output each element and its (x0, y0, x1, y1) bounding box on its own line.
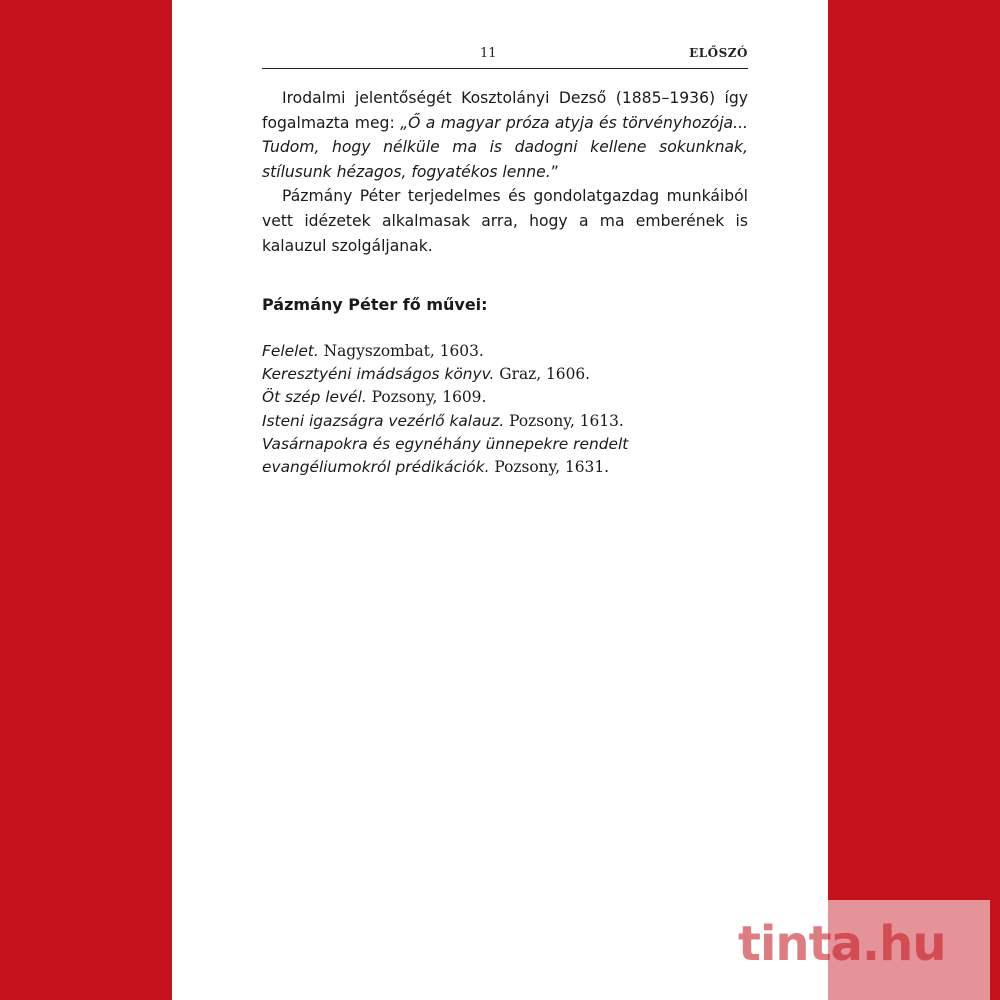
works-heading: Pázmány Péter fő művei: (262, 295, 488, 314)
watermark-logo: tinta.hu (738, 916, 946, 972)
work-detail: Pozsony, 1609. (366, 388, 487, 407)
paragraph-pazmany: Pázmány Péter terjedelmes és gondolatgazdag munkáiból vett idézetek alkalmasak arra, hogy a ma emberének is kalauzul szolgáljanak. (262, 187, 748, 255)
work-title: Vasárnapokra és egynéhány ünnepekre rendelt evangéliumokról prédikációk. (262, 434, 629, 477)
paragraph-intro: Irodalmi jelentőségét Kosztolányi Dezső (1885–1936) így fogalmazta meg: (262, 89, 748, 132)
book-page (172, 0, 828, 1000)
work-title: Isteni igazságra vezérlő kalauz. (262, 411, 505, 430)
work-title: Felelet. (262, 342, 319, 360)
work-item (262, 386, 748, 409)
page-header (262, 46, 748, 69)
work-title: Öt szép levél. (262, 388, 367, 407)
work-detail: Pozsony, 1631. (489, 458, 610, 477)
page-number: 11 (480, 46, 497, 61)
quote-text: „Ő a magyar próza atyja és törvényhozója... Tudom, hogy nélküle ma is dadogni kellene sokunknak, stílusunk hézagos, fogyatékos lenne. (262, 113, 748, 181)
work-detail: Nagyszombat, 1603. (318, 342, 484, 360)
quote-close: ” (550, 162, 559, 181)
work-detail: Pozsony, 1613. (504, 411, 624, 430)
paragraph-kosztolanyi (262, 86, 748, 184)
work-item (262, 340, 748, 363)
running-title: ELŐSZÓ (689, 46, 748, 60)
works-list (262, 340, 748, 479)
work-detail: Graz, 1606. (494, 365, 591, 384)
work-title: Keresztyéni imádságos könyv. (262, 365, 495, 384)
work-item (262, 433, 748, 479)
work-item (262, 363, 748, 386)
work-item (262, 410, 748, 433)
body-text (262, 86, 748, 258)
